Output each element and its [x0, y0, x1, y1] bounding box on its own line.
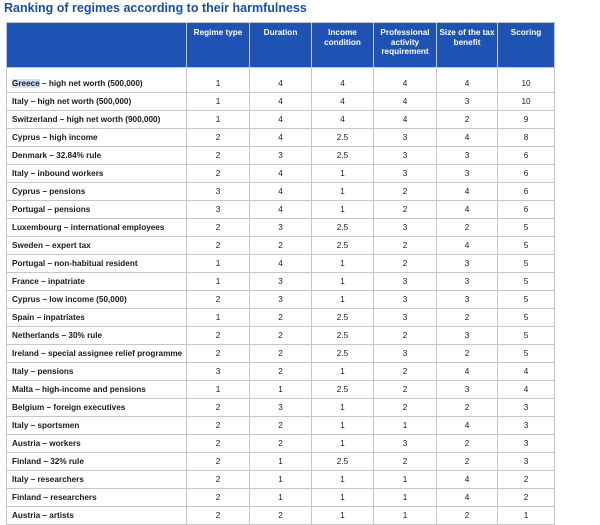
header-professional-activity: Professional activity requirement [374, 23, 437, 68]
cell-regime-name: Italy – researchers [7, 471, 187, 489]
cell-tax-benefit: 2 [437, 309, 498, 327]
cell-professional-activity: 4 [374, 68, 437, 93]
cell-income-condition: 1 [312, 273, 374, 291]
cell-regime-name: Austria – artists [7, 507, 187, 525]
cell-professional-activity: 2 [374, 183, 437, 201]
cell-professional-activity: 3 [374, 345, 437, 363]
cell-professional-activity: 4 [374, 93, 437, 111]
cell-professional-activity: 1 [374, 417, 437, 435]
cell-income-condition: 1 [312, 471, 374, 489]
cell-income-condition: 2.5 [312, 237, 374, 255]
cell-duration: 4 [250, 201, 312, 219]
cell-duration: 3 [250, 291, 312, 309]
table-row [7, 381, 555, 399]
table-row [7, 201, 555, 219]
cell-scoring: 2 [498, 489, 555, 507]
cell-income-condition: 4 [312, 93, 374, 111]
cell-professional-activity: 3 [374, 309, 437, 327]
cell-scoring: 2 [498, 471, 555, 489]
cell-income-condition: 2.5 [312, 309, 374, 327]
cell-tax-benefit: 4 [437, 237, 498, 255]
cell-income-condition: 2.5 [312, 381, 374, 399]
table-row [7, 237, 555, 255]
cell-tax-benefit: 3 [437, 327, 498, 345]
cell-duration: 2 [250, 309, 312, 327]
cell-income-condition: 1 [312, 363, 374, 381]
cell-income-condition: 1 [312, 183, 374, 201]
cell-income-condition: 2.5 [312, 327, 374, 345]
cell-income-condition: 1 [312, 417, 374, 435]
cell-regime-name: Finland – researchers [7, 489, 187, 507]
cell-tax-benefit: 2 [437, 111, 498, 129]
table-row [7, 183, 555, 201]
cell-regime-type: 2 [187, 219, 250, 237]
cell-regime-type: 2 [187, 237, 250, 255]
cell-regime-name: Austria – workers [7, 435, 187, 453]
cell-professional-activity: 2 [374, 201, 437, 219]
cell-tax-benefit: 4 [437, 183, 498, 201]
cell-tax-benefit: 2 [437, 507, 498, 525]
cell-regime-type: 1 [187, 309, 250, 327]
table-row [7, 93, 555, 111]
cell-duration: 4 [250, 68, 312, 93]
cell-income-condition: 1 [312, 507, 374, 525]
cell-professional-activity: 4 [374, 111, 437, 129]
cell-professional-activity: 2 [374, 255, 437, 273]
table-row [7, 471, 555, 489]
cell-regime-name: Portugal – pensions [7, 201, 187, 219]
table-row [7, 345, 555, 363]
table-row [7, 507, 555, 525]
cell-tax-benefit: 4 [437, 471, 498, 489]
cell-regime-name: Cyprus – pensions [7, 183, 187, 201]
cell-scoring: 8 [498, 129, 555, 147]
table-row [7, 309, 555, 327]
cell-scoring: 5 [498, 327, 555, 345]
cell-regime-type: 1 [187, 255, 250, 273]
cell-scoring: 3 [498, 417, 555, 435]
cell-duration: 4 [250, 129, 312, 147]
cell-regime-type: 2 [187, 471, 250, 489]
cell-scoring: 10 [498, 93, 555, 111]
cell-duration: 2 [250, 417, 312, 435]
cell-tax-benefit: 3 [437, 165, 498, 183]
table-row [7, 453, 555, 471]
cell-tax-benefit: 2 [437, 219, 498, 237]
cell-scoring: 6 [498, 183, 555, 201]
cell-regime-type: 3 [187, 183, 250, 201]
cell-professional-activity: 3 [374, 435, 437, 453]
header-income-condition: Income condition [312, 23, 374, 68]
cell-scoring: 5 [498, 255, 555, 273]
cell-income-condition: 4 [312, 68, 374, 93]
cell-scoring: 6 [498, 201, 555, 219]
cell-regime-type: 1 [187, 68, 250, 93]
cell-duration: 1 [250, 471, 312, 489]
cell-regime-name: Cyprus – high income [7, 129, 187, 147]
cell-income-condition: 2.5 [312, 345, 374, 363]
cell-income-condition: 2.5 [312, 129, 374, 147]
cell-income-condition: 2.5 [312, 453, 374, 471]
cell-regime-type: 2 [187, 147, 250, 165]
cell-income-condition: 1 [312, 201, 374, 219]
cell-regime-name: Sweden – expert tax [7, 237, 187, 255]
cell-income-condition: 1 [312, 399, 374, 417]
header-regime-name [7, 23, 187, 68]
cell-regime-name [7, 68, 187, 93]
cell-professional-activity: 2 [374, 237, 437, 255]
table-row [7, 327, 555, 345]
cell-regime-type: 2 [187, 507, 250, 525]
cell-income-condition: 2.5 [312, 219, 374, 237]
cell-regime-name: Italy – inbound workers [7, 165, 187, 183]
cell-regime-type: 2 [187, 291, 250, 309]
cell-professional-activity: 1 [374, 489, 437, 507]
cell-regime-name: Denmark – 32.84% rule [7, 147, 187, 165]
cell-regime-name: France – inpatriate [7, 273, 187, 291]
table-row [7, 363, 555, 381]
cell-duration: 4 [250, 165, 312, 183]
cell-regime-name: Belgium – foreign executives [7, 399, 187, 417]
cell-scoring: 3 [498, 435, 555, 453]
cell-tax-benefit: 4 [437, 489, 498, 507]
table-row [7, 291, 555, 309]
cell-tax-benefit: 4 [437, 363, 498, 381]
cell-scoring: 5 [498, 219, 555, 237]
cell-regime-name: Finland – 32% rule [7, 453, 187, 471]
ranking-table [6, 22, 555, 525]
cell-regime-type: 3 [187, 363, 250, 381]
cell-tax-benefit: 3 [437, 381, 498, 399]
cell-regime-type: 2 [187, 399, 250, 417]
cell-duration: 2 [250, 345, 312, 363]
cell-scoring: 1 [498, 507, 555, 525]
cell-professional-activity: 2 [374, 399, 437, 417]
cell-professional-activity: 3 [374, 129, 437, 147]
cell-regime-name: Luxembourg – international employees [7, 219, 187, 237]
cell-duration: 2 [250, 507, 312, 525]
cell-income-condition: 1 [312, 165, 374, 183]
table-row [7, 489, 555, 507]
table-row [7, 399, 555, 417]
table-row [7, 435, 555, 453]
cell-duration: 2 [250, 237, 312, 255]
cell-scoring: 3 [498, 399, 555, 417]
cell-duration: 3 [250, 399, 312, 417]
cell-income-condition: 4 [312, 111, 374, 129]
cell-scoring: 4 [498, 363, 555, 381]
cell-tax-benefit: 2 [437, 399, 498, 417]
table-row [7, 255, 555, 273]
cell-duration: 4 [250, 111, 312, 129]
cell-duration: 3 [250, 273, 312, 291]
cell-scoring: 5 [498, 291, 555, 309]
cell-duration: 1 [250, 489, 312, 507]
cell-regime-name: Portugal – non-habitual resident [7, 255, 187, 273]
table-row [7, 219, 555, 237]
cell-regime-type: 2 [187, 129, 250, 147]
cell-scoring: 5 [498, 309, 555, 327]
cell-professional-activity: 2 [374, 327, 437, 345]
cell-regime-type: 2 [187, 435, 250, 453]
header-duration: Duration [250, 23, 312, 68]
cell-tax-benefit: 3 [437, 147, 498, 165]
table-row [7, 68, 555, 93]
cell-professional-activity: 3 [374, 147, 437, 165]
cell-regime-name: Italy – high net worth (500,000) [7, 93, 187, 111]
header-tax-benefit: Size of the tax benefit [437, 23, 498, 68]
cell-professional-activity: 2 [374, 381, 437, 399]
cell-scoring: 5 [498, 237, 555, 255]
cell-tax-benefit: 2 [437, 345, 498, 363]
cell-income-condition: 2.5 [312, 147, 374, 165]
cell-regime-type: 2 [187, 165, 250, 183]
cell-regime-name: Cyprus – low income (50,000) [7, 291, 187, 309]
cell-regime-type: 2 [187, 453, 250, 471]
cell-tax-benefit: 4 [437, 201, 498, 219]
cell-scoring: 4 [498, 381, 555, 399]
cell-income-condition: 1 [312, 291, 374, 309]
cell-duration: 2 [250, 363, 312, 381]
cell-regime-name: Ireland – special assignee relief programme [7, 345, 187, 363]
table-row [7, 417, 555, 435]
cell-income-condition: 1 [312, 489, 374, 507]
cell-tax-benefit: 3 [437, 291, 498, 309]
cell-duration: 4 [250, 93, 312, 111]
table-header-row [7, 23, 555, 68]
cell-professional-activity: 3 [374, 273, 437, 291]
table-row [7, 111, 555, 129]
table-row [7, 147, 555, 165]
cell-scoring: 3 [498, 453, 555, 471]
regime-name-text: Greece – high net worth (500,000) [12, 78, 143, 88]
cell-regime-type: 1 [187, 93, 250, 111]
cell-scoring: 5 [498, 345, 555, 363]
cell-regime-name: Spain – inpatriates [7, 309, 187, 327]
cell-income-condition: 1 [312, 435, 374, 453]
cell-professional-activity: 2 [374, 363, 437, 381]
cell-duration: 3 [250, 219, 312, 237]
header-regime-type: Regime type [187, 23, 250, 68]
cell-professional-activity: 1 [374, 507, 437, 525]
cell-scoring: 9 [498, 111, 555, 129]
cell-regime-type: 2 [187, 417, 250, 435]
cell-scoring: 5 [498, 273, 555, 291]
cell-tax-benefit: 3 [437, 273, 498, 291]
cell-duration: 1 [250, 381, 312, 399]
cell-professional-activity: 3 [374, 291, 437, 309]
table-title: Ranking of regimes according to their harmfulness [4, 1, 307, 15]
text-selection-highlight: Greece [12, 78, 40, 88]
cell-scoring: 10 [498, 68, 555, 93]
cell-income-condition: 1 [312, 255, 374, 273]
cell-duration: 2 [250, 435, 312, 453]
cell-regime-type: 2 [187, 489, 250, 507]
cell-tax-benefit: 3 [437, 255, 498, 273]
cell-regime-name: Netherlands – 30% rule [7, 327, 187, 345]
cell-duration: 4 [250, 255, 312, 273]
cell-duration: 2 [250, 327, 312, 345]
cell-regime-type: 1 [187, 273, 250, 291]
cell-tax-benefit: 2 [437, 453, 498, 471]
cell-professional-activity: 1 [374, 471, 437, 489]
cell-regime-name: Malta – high-income and pensions [7, 381, 187, 399]
cell-regime-name: Switzerland – high net worth (900,000) [7, 111, 187, 129]
cell-tax-benefit: 4 [437, 417, 498, 435]
table-body [7, 68, 555, 525]
cell-regime-name: Italy – sportsmen [7, 417, 187, 435]
cell-scoring: 6 [498, 165, 555, 183]
cell-scoring: 6 [498, 147, 555, 165]
table-row [7, 273, 555, 291]
cell-tax-benefit: 4 [437, 68, 498, 93]
header-scoring: Scoring [498, 23, 555, 68]
cell-duration: 3 [250, 147, 312, 165]
cell-regime-type: 1 [187, 111, 250, 129]
cell-professional-activity: 3 [374, 165, 437, 183]
cell-duration: 4 [250, 183, 312, 201]
cell-regime-type: 3 [187, 201, 250, 219]
cell-regime-name: Italy – pensions [7, 363, 187, 381]
cell-regime-type: 2 [187, 345, 250, 363]
cell-duration: 1 [250, 453, 312, 471]
table-row [7, 129, 555, 147]
cell-tax-benefit: 2 [437, 435, 498, 453]
cell-professional-activity: 2 [374, 453, 437, 471]
cell-regime-type: 2 [187, 327, 250, 345]
cell-tax-benefit: 3 [437, 93, 498, 111]
cell-regime-type: 1 [187, 381, 250, 399]
table-row [7, 165, 555, 183]
cell-tax-benefit: 4 [437, 129, 498, 147]
cell-professional-activity: 3 [374, 219, 437, 237]
